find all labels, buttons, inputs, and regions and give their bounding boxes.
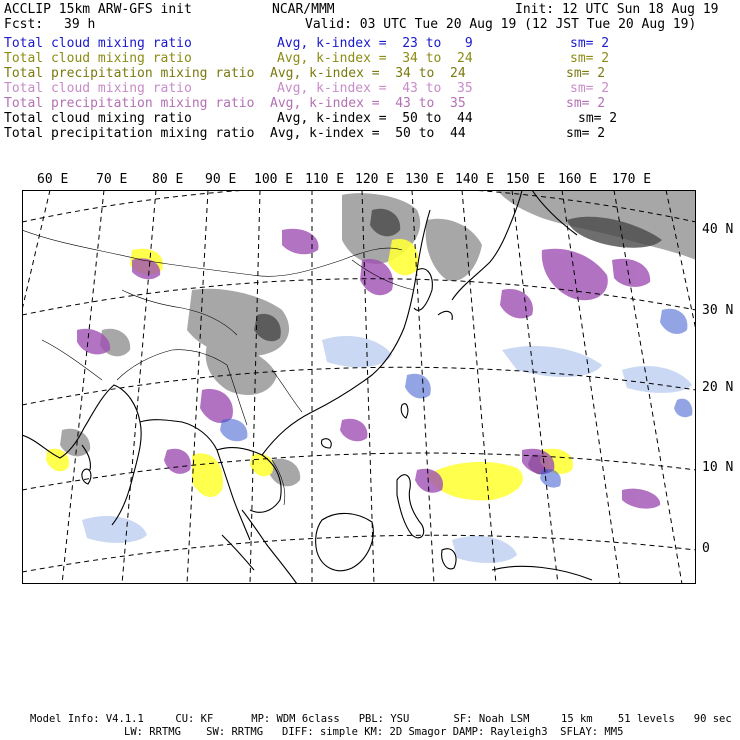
lat-label: 10 N: [702, 460, 734, 475]
legend-sm: sm= 2: [566, 126, 606, 141]
legend-field: Total precipitation mixing ratio: [4, 96, 255, 111]
legend-sm: sm= 2: [570, 36, 610, 51]
model-info-line1: Model Info: V4.1.1 CU: KF MP: WDM 6class PBL: YSU SF: Noah LSM 15 km 51 levels 90 sec: [30, 713, 732, 725]
model-info-line2: LW: RRTMG SW: RRTMG DIFF: simple KM: 2D Smagor DAMP: Rayleigh3 SFLAY: MM5: [124, 726, 624, 738]
legend-avg: Avg, k-index = 34 to 24: [277, 51, 473, 66]
lat-label: 20 N: [702, 380, 734, 395]
legend-avg: Avg, k-index = 50 to 44: [270, 126, 466, 141]
legend-sm: sm= 2: [570, 81, 610, 96]
lon-label: 160 E: [558, 172, 598, 187]
lat-label: 40 N: [702, 222, 734, 237]
legend-avg: Avg, k-index = 23 to 9: [277, 36, 473, 51]
lon-label: 60 E: [37, 172, 69, 187]
legend-sm: sm= 2: [566, 66, 606, 81]
legend-field: Total precipitation mixing ratio: [4, 66, 255, 81]
legend-avg: Avg, k-index = 43 to 35: [270, 96, 466, 111]
lon-label: 120 E: [355, 172, 395, 187]
legend-field: Total precipitation mixing ratio: [4, 126, 255, 141]
forecast-map: [22, 190, 696, 584]
lon-label: 80 E: [152, 172, 184, 187]
lon-label: 150 E: [506, 172, 546, 187]
center-label: NCAR/MMM: [272, 2, 335, 17]
lon-label: 100 E: [254, 172, 294, 187]
lon-label: 70 E: [96, 172, 128, 187]
legend-avg: Avg, k-index = 34 to 24: [270, 66, 466, 81]
lon-label: 140 E: [455, 172, 495, 187]
model-title: ACCLIP 15km ARW-GFS init: [4, 2, 192, 17]
legend-avg: Avg, k-index = 43 to 35: [277, 81, 473, 96]
lon-label: 170 E: [612, 172, 652, 187]
lat-label: 0: [702, 541, 710, 556]
lon-label: 110 E: [305, 172, 345, 187]
legend-field: Total cloud mixing ratio: [4, 51, 192, 66]
fcst-value: 39 h: [64, 17, 96, 32]
legend-sm: sm= 2: [578, 111, 618, 126]
lon-label: 130 E: [405, 172, 445, 187]
legend-field: Total cloud mixing ratio: [4, 111, 192, 126]
legend-avg: Avg, k-index = 50 to 44: [277, 111, 473, 126]
fcst-label: Fcst:: [4, 17, 44, 32]
legend-field: Total cloud mixing ratio: [4, 36, 192, 51]
lat-label: 30 N: [702, 303, 734, 318]
init-time: Init: 12 UTC Sun 18 Aug 19: [515, 2, 719, 17]
valid-time: Valid: 03 UTC Tue 20 Aug 19 (12 JST Tue 20 Aug 19): [305, 17, 697, 32]
lon-label: 90 E: [205, 172, 237, 187]
legend-field: Total cloud mixing ratio: [4, 81, 192, 96]
legend-sm: sm= 2: [566, 96, 606, 111]
legend-sm: sm= 2: [570, 51, 610, 66]
